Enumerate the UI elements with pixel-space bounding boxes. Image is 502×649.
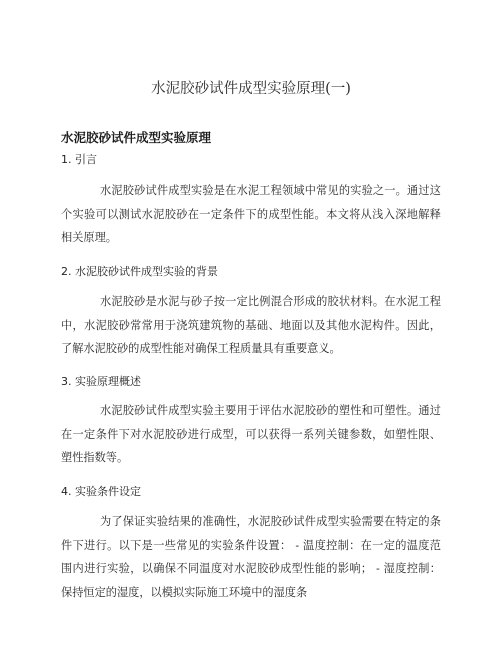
section-3-heading: 3. 实验原理概述 — [61, 375, 141, 388]
section-1-heading: 1. 引言 — [61, 153, 97, 166]
section-4-heading: 4. 实验条件设定 — [61, 485, 141, 498]
section-heading: 水泥胶砂试件成型实验原理 — [61, 130, 212, 145]
section-1-paragraph: 水泥胶砂试件成型实验是在水泥工程领域中常见的实验之一。通过这个实验可以测试水泥胶砂在一定条件下的成型性能。本文将从浅入深地解释相关原理。 — [61, 184, 441, 245]
section-4-paragraph: 为了保证实验结果的准确性，水泥胶砂试件成型实验需要在特定的条件下进行。以下是一些常见的实验条件设置： - 温度控制：在一定的温度范围内进行实验，以确保不同温度对水泥胶砂成型性能的影响； - 湿度控制：保持恒定的湿度，以模拟实际施工环境中的湿度条 — [61, 515, 441, 599]
section-2-paragraph: 水泥胶砂是水泥与砂子按一定比例混合形成的胶状材料。在水泥工程中，水泥胶砂常常用于浇筑建筑物的基础、地面以及其他水泥构件。因此，了解水泥胶砂的成型性能对确保工程质量具有重要意义。 — [61, 295, 441, 356]
section-3-paragraph: 水泥胶砂试件成型实验主要用于评估水泥胶砂的塑性和可塑性。通过在一定条件下对水泥胶砂进行成型，可以获得一系列关键参数，如塑性限、塑性指数等。 — [61, 404, 441, 465]
document-title: 水泥胶砂试件成型实验原理(一) — [151, 81, 351, 97]
section-2-heading: 2. 水泥胶砂试件成型实验的背景 — [61, 265, 218, 278]
